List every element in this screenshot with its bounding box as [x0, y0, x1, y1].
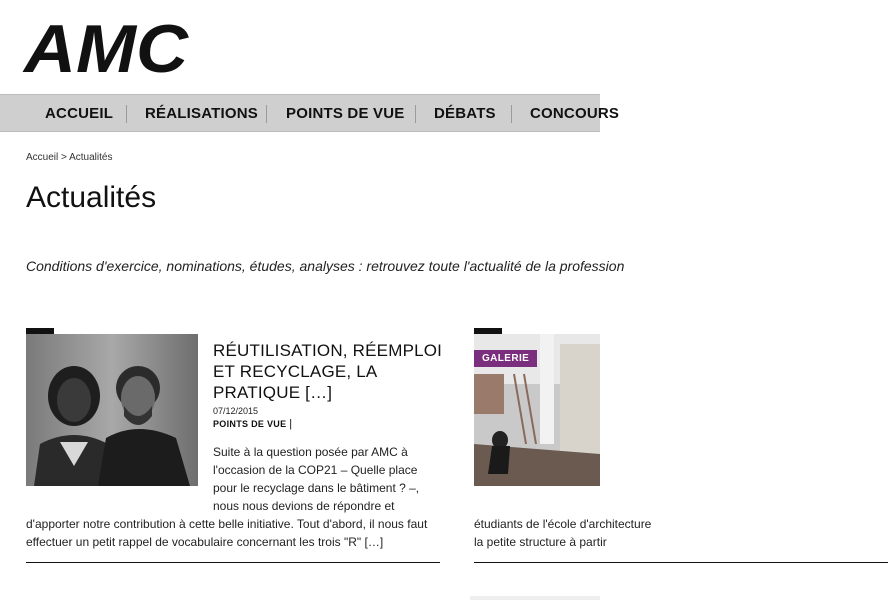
- article-photo[interactable]: [26, 334, 198, 486]
- site-header: [0, 0, 600, 94]
- svg-text:AMC: AMC: [21, 11, 189, 87]
- nav-separator: [415, 105, 416, 123]
- main-navigation: [0, 94, 620, 132]
- nav-item-realisations[interactable]: RÉALISATIONS: [145, 105, 258, 122]
- next-section-edge: [470, 596, 600, 600]
- nav-separator: [266, 105, 267, 123]
- card-divider: [474, 562, 888, 563]
- amc-logo[interactable]: [21, 11, 190, 87]
- article-excerpt-continued: d'apporter notre contribution à cette belle initiative. Tout d'abord, il nous faut effectuer un petit rappel de vocabulaire concernant les trois "R" […]: [26, 517, 428, 549]
- nav-separator: [126, 105, 127, 123]
- breadcrumb-separator: >: [61, 152, 67, 163]
- article-title-link[interactable]: RÉUTILISATION, RÉEMPLOI ET RECYCLAGE, LA PRATIQUE […]: [213, 341, 443, 402]
- article-card: [474, 328, 652, 568]
- nav-item-concours[interactable]: CONCOURS: [530, 105, 620, 122]
- page-title: Actualités: [26, 181, 157, 214]
- nav-item-debats[interactable]: DÉBATS: [434, 105, 496, 122]
- excerpt-line: étudiants de l'école d'architecture: [474, 517, 652, 531]
- article-category-link[interactable]: POINTS DE VUE: [213, 419, 287, 429]
- article-excerpt: Suite à la question posée par AMC à l'occasion de la COP21 – Quelle place pour le recyclage dans le bâtiment ? –, nous nous devions de répondre et: [213, 445, 420, 513]
- article-photo[interactable]: [474, 334, 600, 486]
- article-category: [213, 418, 292, 430]
- nav-item-points-de-vue[interactable]: POINTS DE VUE: [286, 105, 405, 122]
- breadcrumb-home-link[interactable]: Accueil: [26, 152, 59, 163]
- nav-separator: [511, 105, 512, 123]
- excerpt-line: la petite structure à partir: [474, 535, 607, 549]
- galerie-badge[interactable]: GALERIE: [474, 350, 537, 367]
- breadcrumb-current: Actualités: [69, 152, 113, 163]
- article-date: 07/12/2015: [213, 406, 259, 416]
- article-excerpt: [474, 515, 774, 551]
- category-separator: |: [289, 418, 293, 430]
- article-card: [26, 328, 443, 568]
- breadcrumb: [26, 152, 112, 163]
- page-intro: Conditions d'exercice, nominations, études, analyses : retrouvez toute l'actualité de la profession: [26, 258, 625, 274]
- card-divider: [26, 562, 440, 563]
- nav-item-accueil[interactable]: ACCUEIL: [45, 105, 114, 122]
